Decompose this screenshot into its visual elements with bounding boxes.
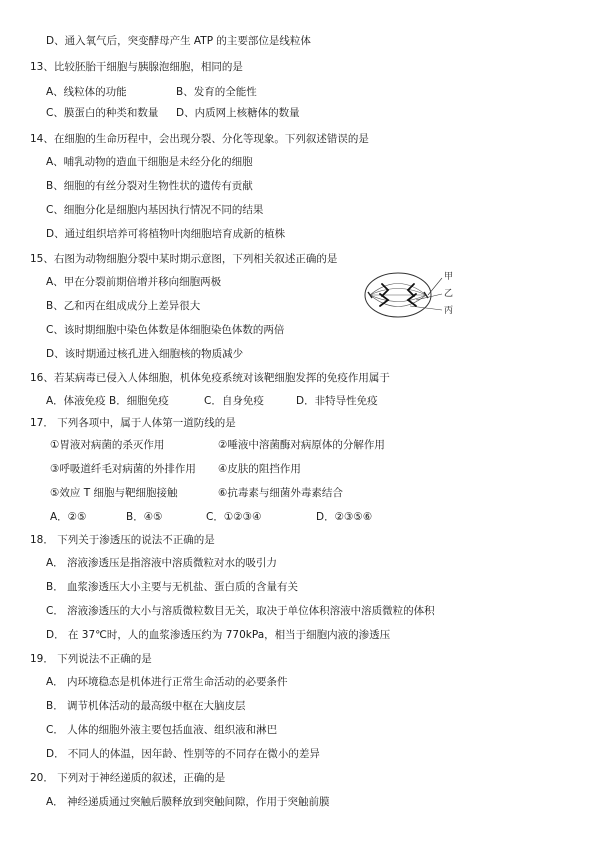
q17-item-5: ⑤效应 T 细胞与靶细胞接触 (50, 487, 178, 499)
spindle-fibers (370, 284, 426, 307)
q17-option-c: C．①②③④ (206, 511, 262, 523)
q14-option-b: B、细胞的有丝分裂对生物性状的遗传有贡献 (46, 180, 253, 192)
cell-division-diagram (358, 270, 458, 320)
q13-option-b: B、发育的全能性 (176, 86, 257, 98)
q13-stem: 13、比较胚胎干细胞与胰腺泡细胞，相同的是 (30, 61, 243, 73)
q20-stem: 20． 下列对于神经递质的叙述，正确的是 (30, 772, 226, 784)
q19-option-d: D． 不同人的体温，因年龄、性别等的不同存在微小的差异 (46, 748, 320, 760)
q19-stem: 19． 下列说法不正确的是 (30, 653, 152, 665)
q16-stem: 16、若某病毒已侵入人体细胞，机体免疫系统对该靶细胞发挥的免疫作用属于 (30, 372, 390, 384)
q14-option-c: C、细胞分化是细胞内基因执行情况不同的结果 (46, 204, 264, 216)
q17-item-4: ④皮肤的阻挡作用 (218, 463, 301, 475)
q16-options (46, 394, 586, 408)
q19-option-a: A． 内环境稳态是机体进行正常生命活动的必要条件 (46, 676, 288, 688)
q15-option-a: A、甲在分裂前期倍增并移向细胞两极 (46, 276, 222, 288)
q18-option-b: B． 血浆渗透压大小主要与无机盐、蛋白质的含量有关 (46, 581, 299, 593)
q17-item-6: ⑥抗毒素与细菌外毒素结合 (218, 487, 343, 499)
q17-option-d: D．②③⑤⑥ (316, 511, 373, 523)
q14-option-a: A、哺乳动物的造血干细胞是未经分化的细胞 (46, 156, 253, 168)
q12-option-d: D、通入氧气后，突变酵母产生 ATP 的主要部位是线粒体 (46, 35, 311, 47)
q17-options (50, 510, 590, 524)
q17-stem: 17． 下列各项中，属于人体第一道防线的是 (30, 417, 236, 429)
q17-option-a: A．②⑤ (50, 511, 87, 523)
q15-option-b: B、乙和丙在组成成分上差异很大 (46, 300, 201, 312)
label-yi: 乙 (444, 289, 454, 299)
q20-option-a: A． 神经递质通过突触后膜释放到突触间隙，作用于突触前膜 (46, 796, 330, 808)
q18-option-a: A． 溶液渗透压是指溶液中溶质微粒对水的吸引力 (46, 557, 278, 569)
q19-option-b: B． 调节机体活动的最高级中枢在大脑皮层 (46, 700, 246, 712)
q15-option-d: D、该时期通过核孔进入细胞核的物质减少 (46, 348, 244, 360)
cell-division-svg (358, 270, 458, 320)
label-jia: 甲 (444, 272, 454, 282)
q16-option-c: C．自身免疫 (204, 395, 264, 407)
q15-option-c: C、该时期细胞中染色体数是体细胞染色体数的两倍 (46, 324, 285, 336)
q17-item-1: ①胃液对病菌的杀灭作用 (50, 439, 165, 451)
q17-option-b: B．④⑤ (126, 511, 163, 523)
q13-option-c: C、膜蛋白的种类和数量 (46, 107, 159, 119)
q14-option-d: D、通过组织培养可将植物叶肉细胞培育成新的植株 (46, 228, 286, 240)
q13-option-a: A、线粒体的功能 (46, 86, 127, 98)
q13-option-d: D、内质网上核糖体的数量 (176, 107, 300, 119)
q18-option-d: D． 在 37℃时，人的血浆渗透压约为 770kPa，相当于细胞内液的渗透压 (46, 629, 391, 641)
q18-stem: 18． 下列关于渗透压的说法不正确的是 (30, 534, 215, 546)
q18-option-c: C． 溶液渗透压的大小与溶质微粒数目无关，取决于单位体积溶液中溶质微粒的体积 (46, 605, 435, 617)
q15-stem: 15、右图为动物细胞分裂中某时期示意图，下列相关叙述正确的是 (30, 253, 338, 265)
q19-option-c: C． 人体的细胞外液主要包括血液、组织液和淋巴 (46, 724, 278, 736)
q16-option-ab: A．体液免疫 B．细胞免疫 (46, 395, 169, 407)
q16-option-d: D．非特导性免疫 (296, 395, 378, 407)
q14-stem: 14、在细胞的生命历程中，会出现分裂、分化等现象。下列叙述错误的是 (30, 133, 369, 145)
q17-item-2: ②唾液中溶菌酶对病原体的分解作用 (218, 439, 385, 451)
label-bing: 丙 (444, 306, 454, 316)
q17-item-3: ③呼吸道纤毛对病菌的外排作用 (50, 463, 196, 475)
